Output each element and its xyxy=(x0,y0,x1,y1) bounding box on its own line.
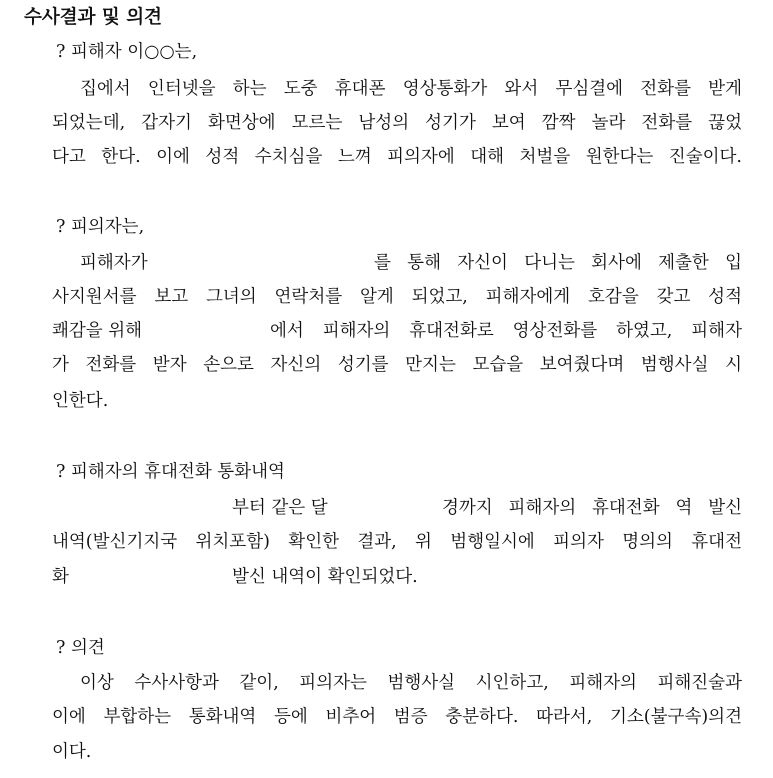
section-heading: ? 피해자의 휴대전화 통화내역 xyxy=(56,462,285,482)
paragraph-fragment: 피해자가 xyxy=(80,253,148,273)
paragraph-fragment: 화 xyxy=(52,567,69,587)
document-title: 수사결과 및 의견 xyxy=(24,7,162,28)
paragraph-fragment: 쾌감을 위해 xyxy=(52,321,143,341)
paragraph-fragment: 부터 같은 달 xyxy=(232,498,328,518)
section-heading: ? 피해자 이○○는, xyxy=(56,42,198,62)
paragraph-line: 다고 한다. 이에 성적 수치심을 느껴 피의자에 대해 처벌을 원한다는 진술이다. xyxy=(52,147,742,167)
paragraph-fragment: 발신 내역이 확인되었다. xyxy=(232,567,418,587)
paragraph-line: 이다. xyxy=(52,742,92,762)
section-heading: ? 의견 xyxy=(56,638,105,658)
paragraph-line: 사지원서를 보고 그녀의 연락처를 알게 되었고, 피해자에게 호감을 갖고 성적 xyxy=(52,287,742,307)
paragraph-line: 집에서 인터넷을 하는 도중 휴대폰 영상통화가 와서 무심결에 전화를 받게 xyxy=(80,79,742,99)
paragraph-line: 가 전화를 받자 손으로 자신의 성기를 만지는 모습을 보여줬다며 범행사실 시 xyxy=(52,355,742,375)
paragraph-fragment: 를 통해 자신이 다니는 회사에 제출한 입 xyxy=(374,253,742,273)
paragraph-line: 인한다. xyxy=(52,391,109,411)
paragraph-fragment: 경까지 피해자의 휴대전화 역 발신 xyxy=(442,498,742,518)
paragraph-fragment: 에서 피해자의 휴대전화로 영상전화를 하였고, 피해자 xyxy=(270,321,742,341)
paragraph-line: 이에 부합하는 통화내역 등에 비추어 범증 충분하다. 따라서, 기소(불구속)의견 xyxy=(52,707,742,727)
paragraph-line: 내역(발신기지국 위치포함) 확인한 결과, 위 범행일시에 피의자 명의의 휴대전 xyxy=(52,532,742,552)
section-heading: ? 피의자는, xyxy=(56,217,145,237)
paragraph-line: 되었는데, 갑자기 화면상에 모르는 남성의 성기가 보여 깜짝 놀라 전화를 끊었 xyxy=(52,113,742,133)
paragraph-line: 이상 수사사항과 같이, 피의자는 범행사실 시인하고, 피해자의 피해진술과 xyxy=(80,673,742,693)
